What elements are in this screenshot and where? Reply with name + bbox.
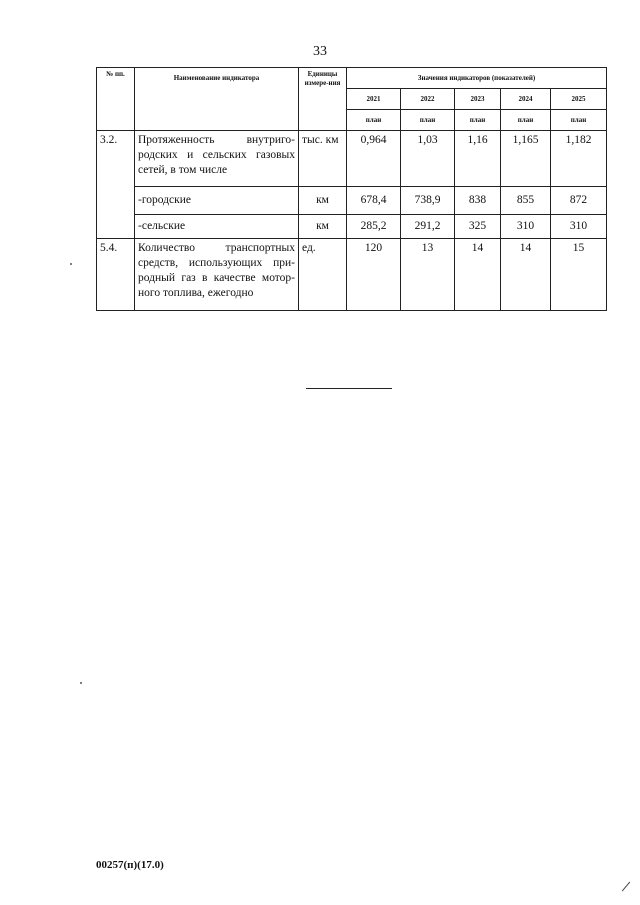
row-unit: км — [299, 187, 347, 215]
header-year: 2025 — [551, 89, 607, 110]
header-plan: план — [347, 110, 401, 131]
header-year: 2021 — [347, 89, 401, 110]
row-value: 1,16 — [455, 131, 501, 187]
row-value: 285,2 — [347, 215, 401, 239]
end-separator-line — [306, 388, 392, 389]
row-value: 310 — [551, 215, 607, 239]
row-value: 15 — [551, 239, 607, 311]
row-name: Количество транспортных средств, использующих при-родный газ в качестве мотор-ного топлива, ежегодно — [135, 239, 299, 311]
scan-speck — [70, 263, 72, 265]
header-plan: план — [501, 110, 551, 131]
row-value: 0,964 — [347, 131, 401, 187]
row-num: 3.2. — [97, 131, 135, 239]
pen-stroke — [622, 882, 630, 892]
header-values-group: Значения индикаторов (показателей) — [347, 68, 607, 89]
row-value: 291,2 — [401, 215, 455, 239]
header-year: 2023 — [455, 89, 501, 110]
table-row — [97, 131, 607, 187]
row-name: -городские — [135, 187, 299, 215]
row-value: 738,9 — [401, 187, 455, 215]
row-value: 1,165 — [501, 131, 551, 187]
header-row-1 — [97, 68, 607, 89]
document-code: 00257(п)(17.0) — [96, 859, 164, 871]
header-plan: план — [455, 110, 501, 131]
row-value: 1,03 — [401, 131, 455, 187]
header-num: № пп. — [97, 68, 135, 131]
page-number: 33 — [313, 44, 327, 59]
row-name: -сельские — [135, 215, 299, 239]
row-value: 838 — [455, 187, 501, 215]
row-value: 120 — [347, 239, 401, 311]
header-plan: план — [401, 110, 455, 131]
header-year: 2022 — [401, 89, 455, 110]
scan-speck — [80, 682, 82, 684]
row-num: 5.4. — [97, 239, 135, 311]
row-value: 310 — [501, 215, 551, 239]
row-value: 14 — [501, 239, 551, 311]
row-value: 13 — [401, 239, 455, 311]
row-value: 14 — [455, 239, 501, 311]
table-row — [97, 187, 607, 215]
row-value: 872 — [551, 187, 607, 215]
header-year: 2024 — [501, 89, 551, 110]
row-value: 325 — [455, 215, 501, 239]
row-unit: ед. — [299, 239, 347, 311]
table-row — [97, 239, 607, 311]
row-unit: км — [299, 215, 347, 239]
row-value: 855 — [501, 187, 551, 215]
row-unit: тыс. км — [299, 131, 347, 187]
row-value: 678,4 — [347, 187, 401, 215]
row-value: 1,182 — [551, 131, 607, 187]
header-unit: Единицы измере-ния — [299, 68, 347, 131]
table-row — [97, 215, 607, 239]
indicators-table — [96, 67, 607, 311]
header-plan: план — [551, 110, 607, 131]
header-name: Наименование индикатора — [135, 68, 299, 131]
row-name: Протяженность внутриго-родских и сельских газовых сетей, в том числе — [135, 131, 299, 187]
